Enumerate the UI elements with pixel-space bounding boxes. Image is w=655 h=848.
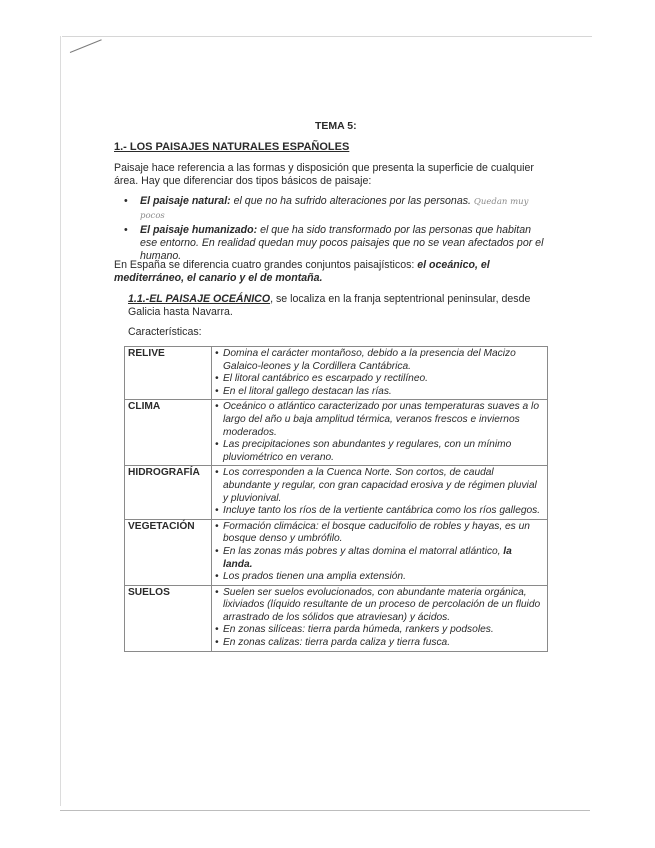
pen-mark bbox=[70, 39, 102, 53]
table-row bbox=[125, 400, 548, 466]
list-item: • Suelen ser suelos evolucionados, con abundante materia orgánica, lixiviados (líquido resultante de un proceso de percolación de un fluido arrastrado de los sólidos que atraviesan) y ácidos. bbox=[215, 587, 544, 625]
spain-paragraph bbox=[114, 259, 546, 285]
table-row bbox=[125, 466, 548, 519]
spain-landscapes: el oceánico, el mediterráneo, el canario y el de montaña. bbox=[114, 259, 490, 284]
scan-edge-top bbox=[62, 36, 592, 37]
scan-edge-left bbox=[60, 36, 61, 806]
tema-heading: TEMA 5: bbox=[315, 120, 357, 132]
list-item: • Las precipitaciones son abundantes y regulares, con un mínimo pluviométrico en verano. bbox=[215, 439, 544, 464]
row-head: RELIVE bbox=[125, 347, 212, 400]
list-item: • En zonas silíceas: tierra parda húmeda, rankers y podsoles. bbox=[215, 624, 544, 637]
row-head: SUELOS bbox=[125, 585, 212, 651]
row-content bbox=[212, 466, 548, 519]
subsection-paragraph bbox=[128, 293, 546, 319]
bullet-icon: • bbox=[124, 224, 128, 236]
subsection-title: 1.1.-EL PAISAJE OCEÁNICO bbox=[128, 293, 271, 305]
bullet-icon: • bbox=[124, 195, 128, 207]
section-title: 1.- LOS PAISAJES NATURALES ESPAÑOLES bbox=[114, 141, 350, 153]
natural-text: el que no ha sufrido alteraciones por las personas. bbox=[230, 195, 471, 207]
row-head: CLIMA bbox=[125, 400, 212, 466]
list-item: • En zonas calizas: tierra parda caliza y tierra fusca. bbox=[215, 637, 544, 650]
row-head: HIDROGRAFÍA bbox=[125, 466, 212, 519]
spain-text: En España se diferencia cuatro grandes conjuntos paisajísticos: bbox=[114, 259, 418, 271]
list-item: • Formación climácica: el bosque caducifolio de robles y hayas, es un bosque denso y umbrófilo. bbox=[215, 521, 544, 546]
row-content bbox=[212, 585, 548, 651]
characteristics-label: Características: bbox=[128, 326, 202, 338]
handwritten-note: Quedan muy pocos bbox=[140, 197, 529, 221]
list-item-humanizado bbox=[124, 224, 550, 263]
table-row bbox=[125, 585, 548, 651]
list-item bbox=[215, 546, 544, 571]
row-content bbox=[212, 400, 548, 466]
row-content bbox=[212, 519, 548, 585]
list-item: • Domina el carácter montañoso, debido a la presencia del Macizo Galaico-leones y la Cordillera Cantábrica. bbox=[215, 348, 544, 373]
table-row bbox=[125, 347, 548, 400]
list-item: • El litoral cantábrico es escarpado y rectilíneo. bbox=[215, 373, 544, 386]
list-item: • En el litoral gallego destacan las rías. bbox=[215, 386, 544, 399]
scan-edge-bottom bbox=[60, 810, 590, 811]
table-row bbox=[125, 519, 548, 585]
humanizado-text: el que ha sido transformado por las personas que habitan ese entorno. En realidad quedan muy pocos paisajes que no se vean afectados por el humano. bbox=[140, 224, 544, 262]
characteristics-table bbox=[124, 346, 548, 652]
intro-paragraph: Paisaje hace referencia a las formas y disposición que presenta la superficie de cualquier área. Hay que diferenciar dos tipos básicos de paisaje: bbox=[114, 162, 534, 187]
landscape-types-list bbox=[124, 195, 550, 264]
humanizado-label: El paisaje humanizado: bbox=[140, 224, 258, 236]
row-head: VEGETACIÓN bbox=[125, 519, 212, 585]
landa-text: la landa. bbox=[223, 545, 512, 570]
list-item-natural bbox=[124, 195, 550, 223]
subsection-text: , se localiza en la franja septentrional peninsular, desde Galicia hasta Navarra. bbox=[128, 293, 531, 318]
list-item: • Los prados tienen una amplia extensión. bbox=[215, 571, 544, 584]
row-content bbox=[212, 347, 548, 400]
list-item: • Incluye tanto los ríos de la vertiente cantábrica como los ríos gallegos. bbox=[215, 505, 544, 518]
list-item: • Oceánico o atlántico caracterizado por unas temperaturas suaves a lo largo del año u baja amplitud térmica, veranos frescos e inviernos moderados. bbox=[215, 401, 544, 439]
matorral-text: En las zonas más pobres y altas domina el matorral atlántico, bbox=[223, 545, 504, 557]
list-item: • Los corresponden a la Cuenca Norte. Son cortos, de caudal abundante y regular, con gran capacidad erosiva y de régimen pluvial y pluvionival. bbox=[215, 467, 544, 505]
natural-label: El paisaje natural: bbox=[140, 195, 231, 207]
